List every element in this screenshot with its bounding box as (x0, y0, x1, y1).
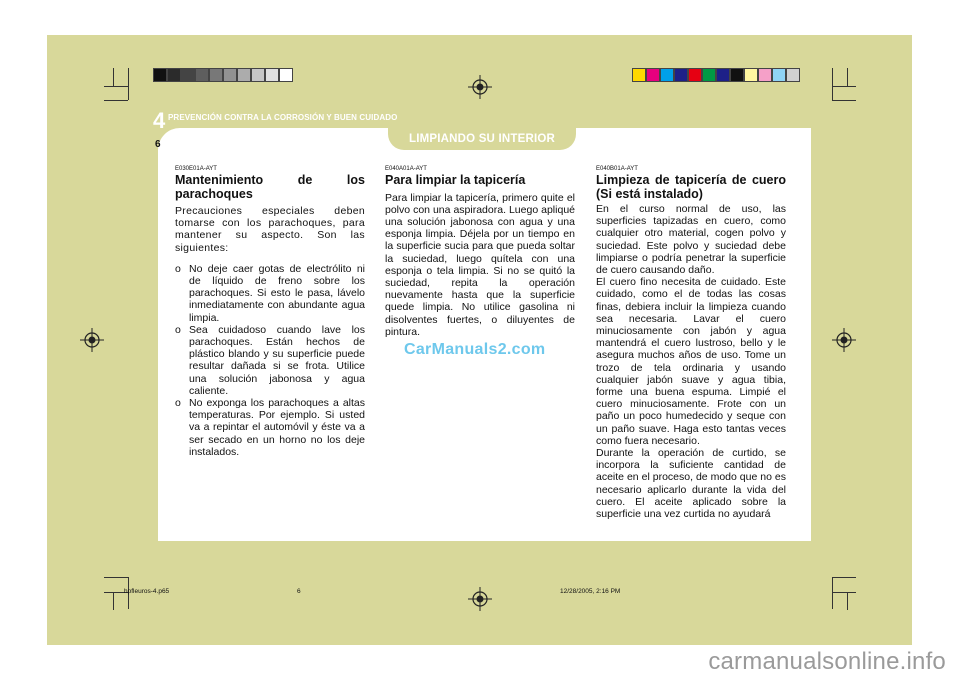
color-swatch (237, 68, 251, 82)
crop-mark (128, 68, 129, 100)
crop-mark (113, 592, 114, 610)
color-swatch (744, 68, 758, 82)
crop-mark (104, 86, 128, 87)
section-paragraph: Durante la operación de curtido, se incorpora la suficiente cantidad de aceite en el proceso, de modo que no es necesario aplicarlo durante la vida del cuero. El aceite aplicado sobre la superficie una vez curtida no ayudará (596, 447, 786, 521)
chapter-title: PREVENCIÓN CONTRA LA CORROSIÓN Y BUEN CUIDADO (168, 113, 398, 122)
crop-mark (832, 100, 856, 101)
footer-filename: hpfleuros-4.p65 (124, 588, 170, 595)
crop-mark (832, 68, 833, 100)
chapter-number: 4 (153, 108, 166, 133)
section-paragraph: En el curso normal de uso, las superficies tapizadas en cuero, como cualquier otro material, cogen polvo y suciedad. Este polvo y suciedad debe limpiarse o podría penetrar la superficie de cuero causando daño. (596, 203, 786, 277)
crop-mark (104, 577, 128, 578)
color-swatch (181, 68, 195, 82)
color-swatch (279, 68, 293, 82)
crop-mark (832, 86, 856, 87)
color-swatch (660, 68, 674, 82)
color-swatch (758, 68, 772, 82)
crop-mark (832, 592, 856, 593)
color-swatch (632, 68, 646, 82)
crop-mark (847, 68, 848, 86)
section-code: E040A01A-AYT (385, 166, 427, 172)
list-item: o Sea cuidadoso cuando lave los parachoques. Están hechos de plástico blando y su superficie puede resultar dañada si se frota. Utilice una solución jabonosa y agua caliente. (175, 324, 365, 397)
footer-timestamp: 12/28/2005, 2:16 PM (560, 588, 621, 595)
crop-mark (104, 100, 128, 101)
color-swatch (167, 68, 181, 82)
crop-mark (847, 592, 848, 610)
precautions-list (175, 263, 365, 458)
section-heading: Mantenimiento de los parachoques (175, 173, 365, 201)
color-swatch (716, 68, 730, 82)
column-upholstery-cleaning (385, 166, 575, 338)
registration-mark-icon (468, 75, 492, 99)
color-swatch (209, 68, 223, 82)
registration-mark-icon (468, 587, 492, 611)
carmanuals-watermark: CarManuals2.com (404, 341, 546, 358)
section-intro: Precauciones especiales deben tomarse con los parachoques, para mantener su aspecto. Son las siguientes: (175, 205, 365, 254)
color-swatch (730, 68, 744, 82)
section-paragraph: El cuero fino necesita de cuidado. Este cuidado, como el de todas las cosas finas, debiera incluir la limpieza cuando sea necesaria. Lavar el cuero minuciosamente con jabón y agua mantendrá el cuero lustroso, bello y le asegura muchos años de uso. Tome un trozo de tela ordinaria y usando cualquier jabón suave y agua tibia, forme una buena espuma. Limpié el cuero minuciosamente. Frote con un paño un poco humedecido y seque con un paño suave. Haga esto tantas veces como fuera necesario. (596, 276, 786, 447)
color-swatch (786, 68, 800, 82)
color-swatch (674, 68, 688, 82)
color-swatch (251, 68, 265, 82)
list-item: o No exponga los parachoques a altas temperaturas. Por ejemplo. Si usted va a repintar el automóvil y éste va a ser secado en un horno no los deje instalados. (175, 397, 365, 458)
color-calibration-bar (632, 68, 800, 82)
color-swatch (223, 68, 237, 82)
grayscale-color-bar (153, 68, 293, 82)
registration-mark-icon (832, 328, 856, 352)
section-code: E040B01A-AYT (596, 166, 638, 172)
list-item: o No deje caer gotas de electrólito ni de líquido de freno sobre los parachoques. Si esto le pasa, lávelo inmediatamente con abundante agua limpia. (175, 263, 365, 324)
color-swatch (153, 68, 167, 82)
section-code: E030E01A-AYT (175, 166, 217, 172)
footer-page-number: 6 (297, 588, 301, 595)
section-title-tab: LIMPIANDO SU INTERIOR (388, 128, 576, 150)
column-leather-cleaning (596, 166, 786, 520)
page-number: 6 (155, 139, 161, 150)
color-swatch (702, 68, 716, 82)
crop-mark (832, 577, 856, 578)
section-heading: Para limpiar la tapicería (385, 173, 526, 187)
registration-mark-icon (80, 328, 104, 352)
color-swatch (265, 68, 279, 82)
color-swatch (195, 68, 209, 82)
crop-mark (113, 68, 114, 86)
section-body: Para limpiar la tapicería, primero quite el polvo con una aspiradora. Luego apliqué una solución jabonosa con agua y una esponja limpia. Déjela por un tiempo en la superficie sucia para que pueda soltar la suciedad, luego quítela con una esponja o tela limpia. Si no se quitó la suciedad, repita la operación nuevamente hasta que la superficie quede limpia. No utilice gasolina ni disolventes fuertes, o diluyentes de pintura. (385, 191, 575, 338)
site-watermark: carmanualsonline.info (708, 648, 946, 675)
section-heading: Limpieza de tapicería de cuero (Si está instalado) (596, 173, 786, 201)
crop-mark (832, 577, 833, 609)
color-swatch (646, 68, 660, 82)
color-swatch (772, 68, 786, 82)
column-bumper-maintenance (175, 166, 365, 458)
color-swatch (688, 68, 702, 82)
